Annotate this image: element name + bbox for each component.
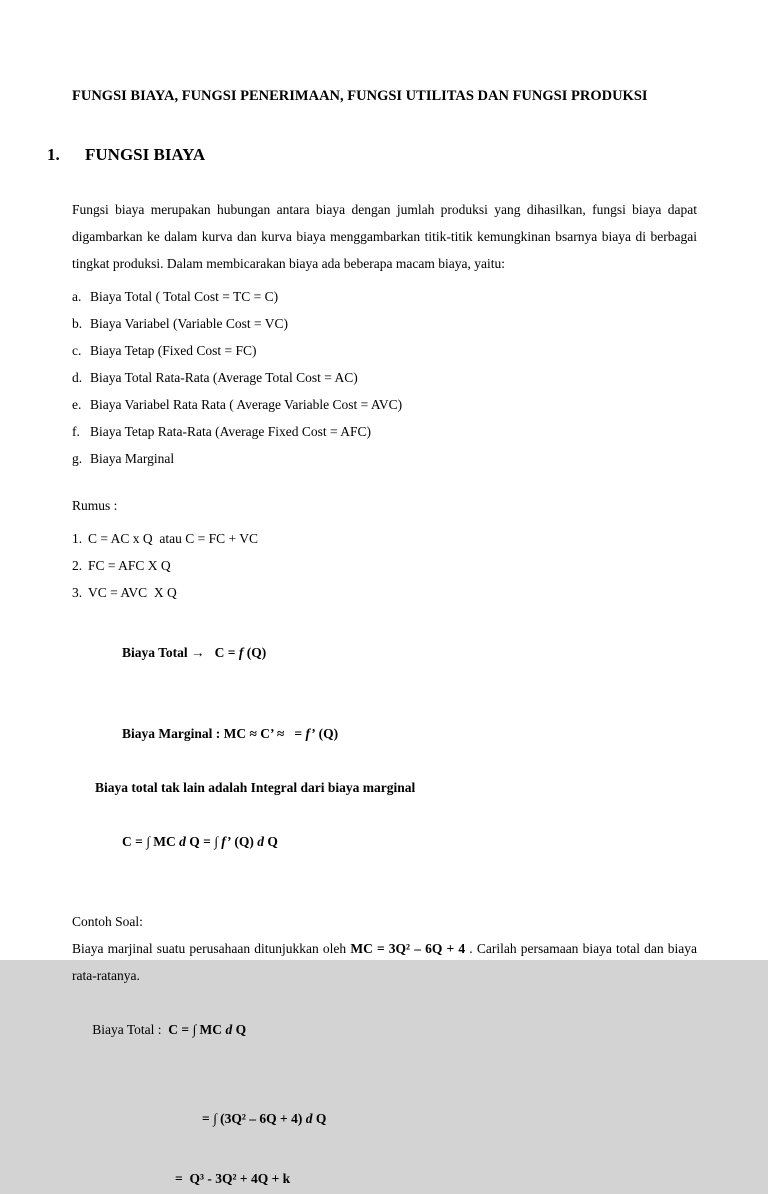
formula-text: (Q) (231, 834, 258, 849)
section-number: 1. (47, 145, 60, 164)
formula-biaya-total (95, 612, 697, 693)
formula-text: Q = ∫ (185, 834, 222, 849)
list-marker: g. (72, 451, 83, 466)
section-title: FUNGSI BIAYA (85, 145, 206, 164)
solution-step-2: = Q³ - 3Q² + 4Q + k (175, 1171, 291, 1186)
formula-biaya-marginal (95, 693, 697, 774)
list-text: Biaya Total Rata-Rata (Average Total Cost = AC) (90, 370, 358, 385)
differential-symbol: d (179, 834, 186, 849)
list-item (72, 445, 697, 472)
list-text: Biaya Variabel Rata Rata ( Average Variable Cost = AVC) (90, 397, 403, 412)
differential-symbol: d (225, 1022, 233, 1037)
formula-text: (Q) (315, 726, 339, 741)
document-title: FUNGSI BIAYA, FUNGSI PENERIMAAN, FUNGSI UTILITAS DAN FUNGSI PRODUKSI (72, 88, 648, 104)
list-text: Biaya Marginal (90, 451, 175, 466)
function-symbol: f (238, 645, 244, 660)
list-marker: d. (72, 370, 83, 385)
formula-text: = ∫ (3Q² – 6Q + 4) (202, 1111, 306, 1126)
formula-block (95, 612, 697, 882)
differential-symbol: d (305, 1111, 313, 1126)
formula-text: Q (232, 1022, 247, 1037)
rumus-text: FC = AFC X Q (88, 558, 171, 573)
formula-text: Biaya Marginal : MC ≈ C’ ≈ = (122, 726, 306, 741)
intro-paragraph: Fungsi biaya merupakan hubungan antara biaya dengan jumlah produksi yang dihasilkan, fungsi biaya dapat digambarkan ke dalam kurva dan kurva biaya menggambarkan titik-titik kemungkinan bsarnya biaya di berbagai tingkat produksi. Dalam membicarakan biaya ada beberapa macam biaya, yaitu: (72, 202, 697, 271)
list-item (72, 337, 697, 364)
list-marker: e. (72, 397, 82, 412)
biaya-total-equation (168, 1022, 246, 1037)
formula-text: C = ∫ MC (122, 834, 180, 849)
biaya-total-line (72, 989, 697, 1070)
list-text: Biaya Tetap Rata-Rata (Average Fixed Cost = AFC) (90, 424, 371, 439)
solution-steps (175, 1074, 697, 1194)
list-text: Biaya Variabel (Variable Cost = VC) (90, 316, 288, 331)
formula-text: (Q) (243, 645, 267, 660)
cost-type-list (72, 283, 697, 472)
rumus-list (72, 525, 697, 606)
problem-text: Biaya marjinal suatu perusahaan ditunjukkan oleh (72, 941, 351, 956)
rumus-text: VC = AVC X Q (88, 585, 177, 600)
list-item (72, 391, 697, 418)
formula-text: Q (264, 834, 278, 849)
list-marker: b. (72, 316, 83, 331)
formula-integral (95, 801, 697, 882)
rumus-label: Rumus : (72, 498, 118, 513)
list-marker: f. (72, 424, 80, 439)
list-marker: c. (72, 343, 82, 358)
list-item (72, 364, 697, 391)
rumus-item (72, 552, 697, 579)
rumus-item (72, 579, 697, 606)
function-symbol: f’ (221, 834, 232, 849)
formula-text: Q (312, 1111, 327, 1126)
formula-integral-note: Biaya total tak lain adalah Integral dari biaya marginal (95, 780, 416, 795)
list-text: Biaya Total ( Total Cost = TC = C) (90, 289, 279, 304)
list-item (72, 310, 697, 337)
section-heading (47, 144, 697, 166)
problem-text: . Carilah persamaan biaya total dan biaya rata-ratanya. (72, 941, 697, 983)
list-marker: 1. (72, 531, 83, 546)
formula-text: Biaya Total → C = (122, 645, 239, 660)
rumus-item (72, 525, 697, 552)
biaya-total-label: Biaya Total : (92, 1022, 169, 1037)
list-item (72, 283, 697, 310)
list-marker: a. (72, 289, 82, 304)
list-item (72, 418, 697, 445)
list-text: Biaya Tetap (Fixed Cost = FC) (90, 343, 257, 358)
list-marker: 3. (72, 585, 83, 600)
function-symbol: f’ (305, 726, 316, 741)
contoh-soal-label: Contoh Soal: (72, 914, 143, 929)
rumus-text: C = AC x Q atau C = FC + VC (88, 531, 258, 546)
solution-step-1 (175, 1074, 697, 1164)
problem-equation: MC = 3Q² – 6Q + 4 (350, 941, 466, 956)
list-marker: 2. (72, 558, 83, 573)
formula-text: C = ∫ MC (168, 1022, 226, 1037)
problem-statement (72, 935, 697, 989)
differential-symbol: d (257, 834, 265, 849)
